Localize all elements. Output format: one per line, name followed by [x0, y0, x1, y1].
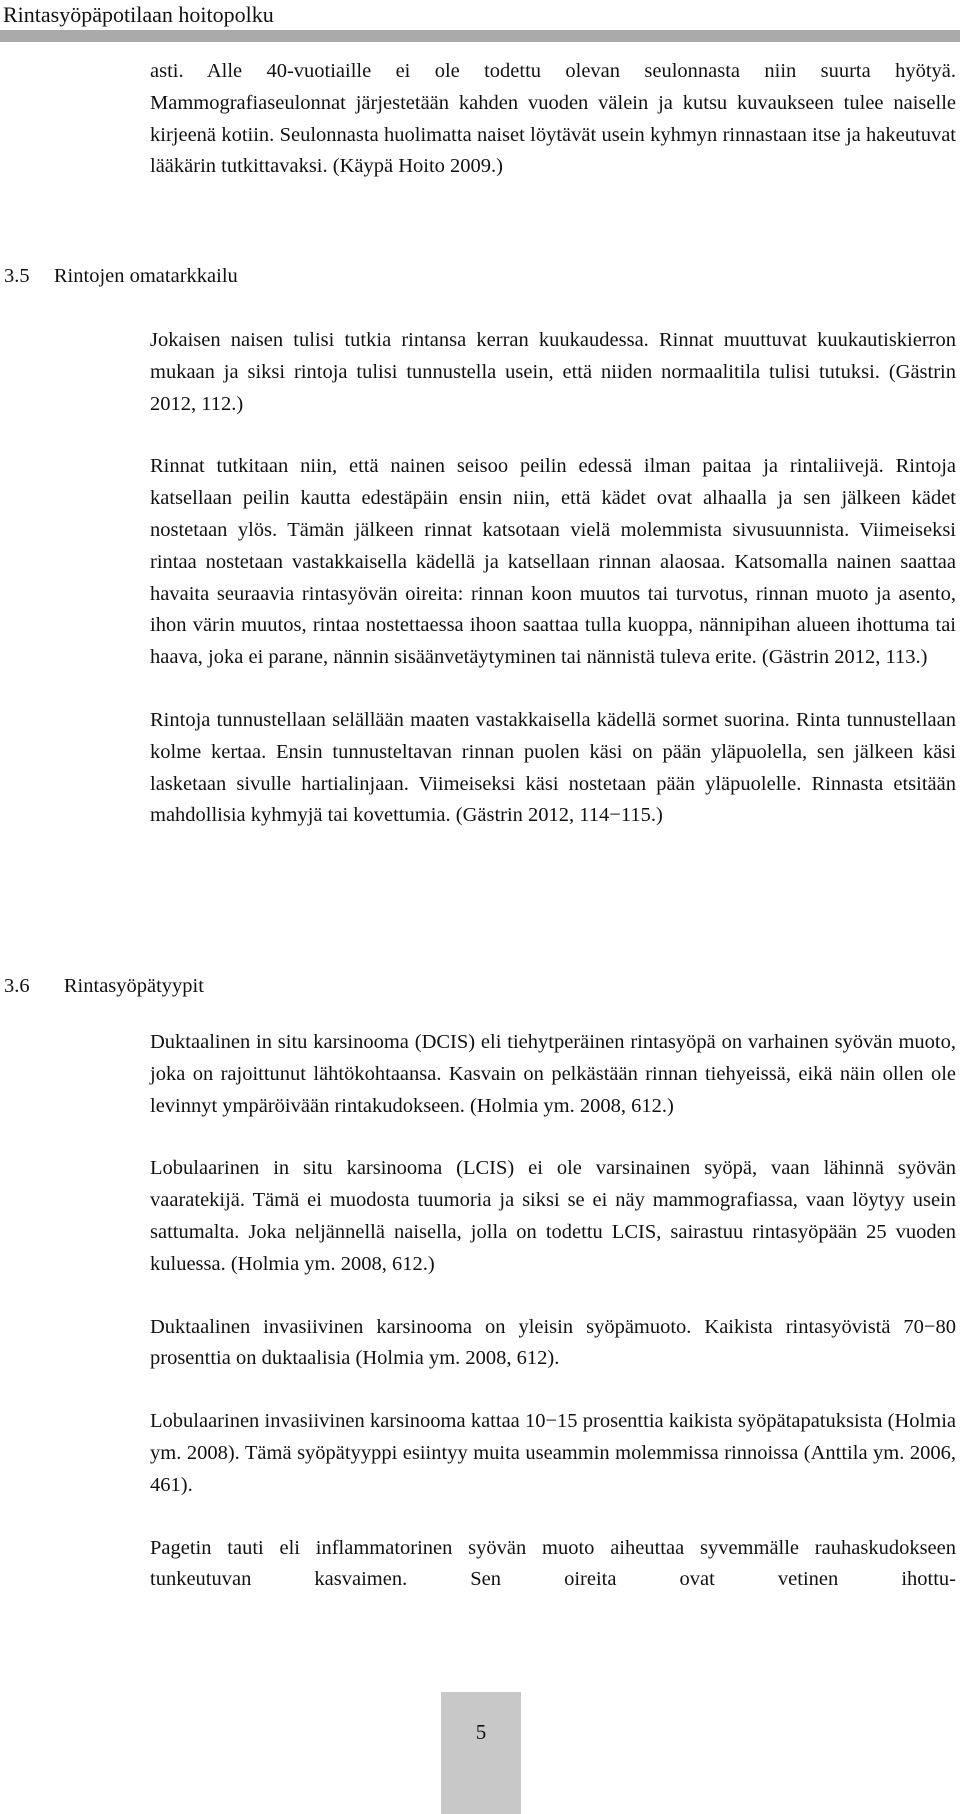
paragraph: Lobulaarinen in situ karsinooma (LCIS) ei ole varsinainen syöpä, vaan lähinnä syövän vaaratekijä. Tämä ei muodosta tuumoria ja siksi se ei näy mammografiassa, vaan löytyy usein sattumalta. Joka neljännellä naisella, jolla on todettu LCIS, sairastuu rintasyöpään 25 vuoden kuluessa. (Holmia ym. 2008, 612.) [150, 1157, 956, 1275]
intro-block [150, 56, 956, 183]
page-number-box [441, 1692, 521, 1814]
section-3-6-heading [4, 971, 204, 1001]
paragraph: Duktaalinen in situ karsinooma (DCIS) eli tiehytperäinen rintasyöpä on varhainen syövän muoto, joka on rajoittunut lähtökohtaansa. Kasvain on pelkästään rinnan tiehyeissä, eikä näin ollen ole levinnyt ympäröivään rintakudokseen. (Holmia ym. 2008, 612.) [150, 1031, 956, 1117]
running-header [0, 0, 960, 44]
section-title: Rintojen omatarkkailu [53, 265, 238, 287]
paragraph: Jokaisen naisen tulisi tutkia rintansa kerran kuukaudessa. Rinnat muuttuvat kuukautiskierron mukaan ja siksi rintoja tulisi tunnustella usein, että niiden normaalitila tulisi tutuksi. (Gästrin 2012, 112.) [150, 329, 956, 415]
section-number: 3.6 [4, 975, 30, 997]
header-rule [0, 30, 960, 42]
paragraph: Duktaalinen invasiivinen karsinooma on yleisin syöpämuoto. Kaikista rintasyövistä 70−80 prosenttia on duktaalisia (Holmia ym. 2008, 612). [150, 1315, 956, 1370]
running-header-title: Rintasyöpäpotilaan hoitopolku [3, 2, 274, 27]
paragraph: Rinnat tutkitaan niin, että nainen seisoo peilin edessä ilman paitaa ja rintaliivejä. Rintoja katsellaan peilin kautta edestäpäin ensin niin, että kädet ovat alhaalla ja sen jälkeen kädet nostetaan ylös. Tämän jälkeen rinnat katsotaan vielä molemmista sivusuunnista. Viimeiseksi rintaa nostetaan vastakkaisella kädellä ja katsellaan rinnan alaosaa. Katsomalla nainen saattaa havaita seuraavia rintasyövän oireita: rinnan koon muutos tai turvotus, rinnan muoto ja asento, ihon värin muutos, rintaa nostettaessa ihoon saattaa tulla kuoppa, nännipihan alueen ihottuma tai haava, joka ei parane, nännin sisäänvetäytyminen tai nännistä tuleva erite. (Gästrin 2012, 113.) [150, 455, 956, 669]
section-number: 3.5 [4, 265, 30, 287]
section-3-6-body [150, 1027, 956, 1596]
section-3-5-body [150, 325, 956, 832]
paragraph: Lobulaarinen invasiivinen karsinooma kattaa 10−15 prosenttia kaikista syöpätapatuksista (Holmia ym. 2008). Tämä syöpätyyppi esiintyy muita useammin molemmissa rinnoissa (Anttila ym. 2006, 461). [150, 1410, 956, 1496]
section-3-5-heading [4, 261, 238, 291]
section-title: Rintasyöpätyypit [63, 975, 204, 997]
paragraph: asti. Alle 40-vuotiaille ei ole todettu olevan seulonnasta niin suurta hyötyä. Mammografiaseulonnat järjestetään kahden vuoden välein ja kutsu kuvaukseen tulee naiselle kirjeenä kotiin. Seulonnasta huolimatta naiset löytävät usein kyhmyn rinnastaan itse ja hakeutuvat lääkärin tutkittavaksi. (Käypä Hoito 2009.) [150, 60, 956, 178]
paragraph: Pagetin tauti eli inflammatorinen syövän muoto aiheuttaa syvemmälle rauhaskudokseen tunkeutuvan kasvaimen. Sen oireita ovat vetinen ihottu- [150, 1536, 956, 1591]
page-number: 5 [475, 1720, 487, 1744]
paragraph: Rintoja tunnustellaan selällään maaten vastakkaisella kädellä sormet suorina. Rinta tunnustellaan kolme kertaa. Ensin tunnusteltavan rinnan puolen käsi on pään yläpuolella, sen jälkeen käsi lasketaan sivulle hartialinjaan. Viimeiseksi käsi nostetaan pään yläpuolelle. Rinnasta etsitään mahdollisia kyhmyjä tai kovettumia. (Gästrin 2012, 114−115.) [150, 708, 956, 827]
